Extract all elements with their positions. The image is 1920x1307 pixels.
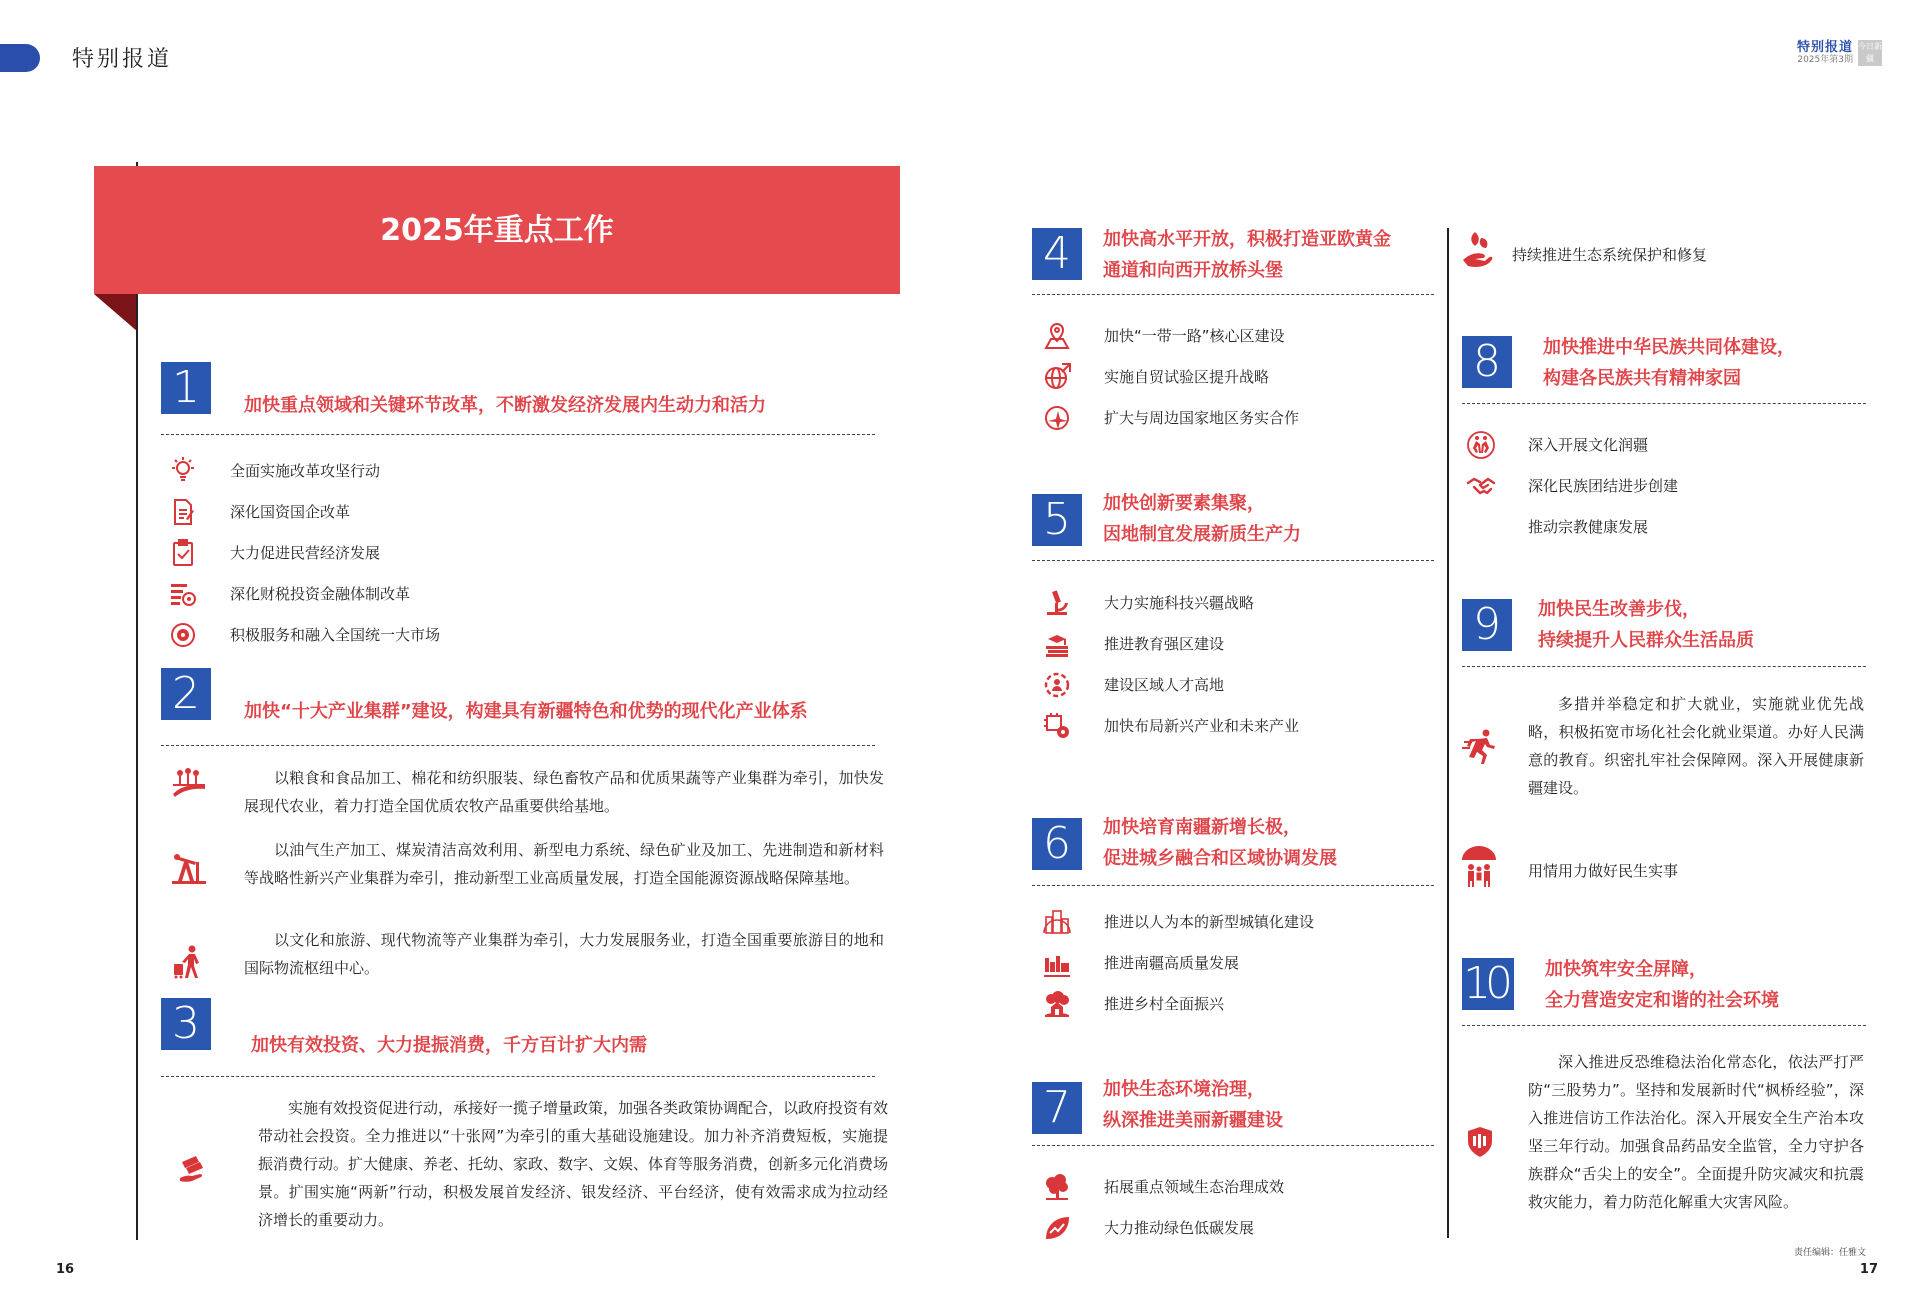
section-7-items <box>1042 1166 1432 1248</box>
city-icon <box>1042 907 1072 937</box>
section-4-items <box>1042 315 1432 438</box>
divider <box>1032 560 1434 561</box>
section-number-10: 10 <box>1462 958 1514 1010</box>
bulb-icon <box>168 456 198 486</box>
section-number-6: 6 <box>1032 818 1082 870</box>
village-icon <box>1042 989 1072 1019</box>
clipboard-icon <box>168 538 198 568</box>
list-item <box>1042 901 1432 942</box>
list-item <box>1042 983 1432 1024</box>
section-1-items <box>168 450 868 655</box>
divider <box>161 434 875 435</box>
section-number-9: 9 <box>1462 599 1512 651</box>
item-text: 推进教育强区建设 <box>1104 635 1225 653</box>
brand-name: 特别报道 <box>1796 40 1853 55</box>
divider <box>1462 1025 1866 1026</box>
section-2-paragraph-1: 以粮食和食品加工、棉花和纺织服装、绿色畜牧产品和优质果蔬等产业集群为牵引，加快发展现代农业，着力打造全国优质农牧产品重要供给基地。 <box>244 769 884 815</box>
unity-handshake-icon <box>1466 471 1496 501</box>
list-item <box>1466 424 1866 465</box>
finance-icon <box>168 579 198 609</box>
section-header: 特别报道 <box>72 47 173 72</box>
section-7-title-line-1: 加快生态环境治理， <box>1103 1079 1265 1100</box>
dancers-icon <box>1466 430 1496 460</box>
section-6-items <box>1042 901 1432 1024</box>
item-text: 推进南疆高质量发展 <box>1104 954 1240 972</box>
section-9-title-line-1: 加快民生改善步伐， <box>1538 599 1700 620</box>
page-number-left: 16 <box>56 1262 75 1277</box>
item-text: 持续推进生态系统保护和修复 <box>1512 245 1708 264</box>
section-9-paragraph: 多措并举稳定和扩大就业，实施就业优先战略，积极拓宽市场化社会化就业渠道。办好人民满意的教育。织密扎牢社会保障网。深入开展健康新疆建设。 <box>1528 695 1864 797</box>
section-2-title: 加快“十大产业集群”建设，构建具有新疆特色和优势的现代化产业体系 <box>244 701 808 722</box>
section-number-1: 1 <box>161 362 211 414</box>
section-1-title: 加快重点领域和关键环节改革，不断激发经济发展内生动力和活力 <box>244 395 766 416</box>
item-text: 全面实施改革攻坚行动 <box>230 462 381 480</box>
list-item <box>168 573 868 614</box>
issue-number: 2025年第3期 <box>1797 55 1853 65</box>
oil-pump-icon <box>170 848 208 886</box>
item-text: 大力促进民营经济发展 <box>230 544 381 562</box>
divider <box>1462 403 1866 404</box>
divider <box>1032 294 1434 295</box>
section-2-paragraph-3: 以文化和旅游、现代物流等产业集群为牵引，大力发展服务业，打造全国重要旅游目的地和国际物流枢纽中心。 <box>244 931 884 977</box>
divider <box>161 1076 875 1077</box>
section-9-title-line-2: 持续提升人民群众生活品质 <box>1538 630 1754 651</box>
item-text: 深化民族团结进步创建 <box>1528 477 1679 495</box>
magazine-logo <box>1858 40 1882 66</box>
item-text: 扩大与周边国家地区务实合作 <box>1104 409 1300 427</box>
divider <box>161 745 875 746</box>
brand-block <box>1797 40 1882 66</box>
list-item <box>1042 315 1432 356</box>
section-4-title-line-2: 通道和向西开放桥头堡 <box>1103 260 1283 281</box>
page-number-right: 17 <box>1859 1262 1878 1277</box>
item-text: 大力实施科技兴疆战略 <box>1104 594 1255 612</box>
umbrella-family-icon <box>1460 842 1498 888</box>
item-text: 深入开展文化润疆 <box>1528 436 1649 454</box>
chip-icon <box>1042 711 1072 741</box>
list-item <box>1042 664 1432 705</box>
item-text: 加快布局新兴产业和未来产业 <box>1104 717 1300 735</box>
runner-icon <box>1462 728 1500 766</box>
list-item <box>168 450 868 491</box>
list-item <box>168 532 868 573</box>
item-text: 用情用力做好民生实事 <box>1528 861 1679 880</box>
item-text: 建设区域人才高地 <box>1104 676 1225 694</box>
farm-icon <box>170 764 208 802</box>
town-icon <box>1042 948 1072 978</box>
section-10-title-line-2: 全力营造安定和谐的社会环境 <box>1545 990 1779 1011</box>
list-item <box>168 614 868 655</box>
divider <box>1032 885 1434 886</box>
top-tick <box>136 162 138 166</box>
item-text: 推进乡村全面振兴 <box>1104 995 1225 1013</box>
list-item <box>1042 1207 1432 1248</box>
section-number-5: 5 <box>1032 494 1082 546</box>
list-item <box>168 491 868 532</box>
globe-icon <box>1042 362 1072 392</box>
shield-icon <box>1462 1124 1498 1160</box>
logo-text: 今日新疆 <box>1858 42 1882 63</box>
money-hand-icon <box>176 1150 214 1188</box>
eco-hand-icon <box>1461 230 1493 270</box>
item-text: 深化财税投资金融体制改革 <box>230 585 411 603</box>
item-text: 深化国资国企改革 <box>230 503 351 521</box>
item-text: 积极服务和融入全国统一大市场 <box>230 626 441 644</box>
list-item <box>1042 942 1432 983</box>
list-item <box>1466 465 1866 506</box>
divider <box>1032 1145 1434 1146</box>
section-8-title-line-1: 加快推进中华民族共同体建设， <box>1543 337 1795 358</box>
panel-title: 2025年重点工作 <box>380 213 614 248</box>
section-6-title-line-1: 加快培育南疆新增长极， <box>1103 817 1301 838</box>
item-text: 推动宗教健康发展 <box>1528 518 1649 536</box>
list-item <box>1466 506 1866 547</box>
talent-icon <box>1042 670 1072 700</box>
item-text: 加快“一带一路”核心区建设 <box>1104 327 1285 345</box>
banner-fold <box>94 294 140 334</box>
section-6-title-line-2: 促进城乡融合和区域协调发展 <box>1103 848 1337 869</box>
item-text: 推进以人为本的新型城镇化建设 <box>1104 913 1315 931</box>
section-number-4: 4 <box>1032 228 1082 280</box>
microscope-icon <box>1042 588 1072 618</box>
header-tab <box>0 44 40 72</box>
map-pin-icon <box>1042 321 1072 351</box>
handshake-plane-icon <box>1042 403 1072 433</box>
section-number-3: 3 <box>161 998 211 1050</box>
section-5-title-line-2: 因地制宜发展新质生产力 <box>1103 524 1301 545</box>
section-3-paragraph: 实施有效投资促进行动，承接好一揽子增量政策，加强各类政策协调配合，以政府投资有效带动社会投资。全力推进以“十张网”为牵引的重大基础设施建设。加力补齐消费短板，实施提振消费行动。扩大健康、养老、托幼、家政、数字、文娱、体育等服务消费，创新多元化消费场景。扩围实施“两新”行动，积极发展首发经济、银发经济、平台经济，使有效需求成为拉动经济增长的重要动力。 <box>258 1099 889 1229</box>
editor-credit: 责任编辑：任雅文 <box>1793 1248 1866 1258</box>
list-item <box>1512 237 1707 271</box>
divider <box>1462 666 1866 667</box>
list-item <box>1042 356 1432 397</box>
item-text: 大力推动绿色低碳发展 <box>1104 1219 1255 1237</box>
empty-icon-slot <box>1466 512 1496 542</box>
section-8-items <box>1466 424 1866 547</box>
list-item <box>1528 853 1678 887</box>
section-2-paragraph-2: 以油气生产加工、煤炭清洁高效利用、新型电力系统、绿色矿业及加工、先进制造和新材料等战略性新兴产业集群为牵引，推动新型工业高质量发展，打造全国能源资源战略保障基地。 <box>244 841 884 887</box>
list-item <box>1042 397 1432 438</box>
document-icon <box>168 497 198 527</box>
books-icon <box>1042 629 1072 659</box>
middle-vertical-rule <box>1447 228 1449 1238</box>
green-chart-icon <box>1042 1213 1072 1243</box>
section-number-2: 2 <box>161 668 211 720</box>
section-3-title: 加快有效投资、大力提振消费，千方百计扩大内需 <box>251 1035 647 1056</box>
traveler-icon <box>170 944 208 982</box>
left-vertical-rule <box>136 294 138 1240</box>
market-icon <box>168 620 198 650</box>
section-5-title-line-1: 加快创新要素集聚， <box>1103 493 1265 514</box>
section-7-title-line-2: 纵深推进美丽新疆建设 <box>1103 1110 1283 1131</box>
section-number-8: 8 <box>1462 336 1512 388</box>
section-4-title-line-1: 加快高水平开放，积极打造亚欧黄金 <box>1103 229 1391 250</box>
section-number-7: 7 <box>1032 1082 1082 1134</box>
section-10-title-line-1: 加快筑牢安全屏障， <box>1545 959 1707 980</box>
item-text: 拓展重点领域生态治理成效 <box>1104 1178 1285 1196</box>
tree-icon <box>1042 1172 1072 1202</box>
section-5-items <box>1042 582 1432 746</box>
section-10-paragraph: 深入推进反恐维稳法治化常态化，依法严打严防“三股势力”。坚持和发展新时代“枫桥经验”，深入推进信访工作法治化。深入开展安全生产治本攻坚三年行动。加强食品药品安全监管，全力守护各族群众“舌尖上的安全”。全面提升防灾减灾和抗震救灾能力，着力防范化解重大灾害风险。 <box>1528 1053 1864 1211</box>
list-item <box>1042 582 1432 623</box>
list-item <box>1042 1166 1432 1207</box>
list-item <box>1042 705 1432 746</box>
list-item <box>1042 623 1432 664</box>
item-text: 实施自贸试验区提升战略 <box>1104 368 1270 386</box>
section-8-title-line-2: 构建各民族共有精神家园 <box>1543 368 1741 389</box>
